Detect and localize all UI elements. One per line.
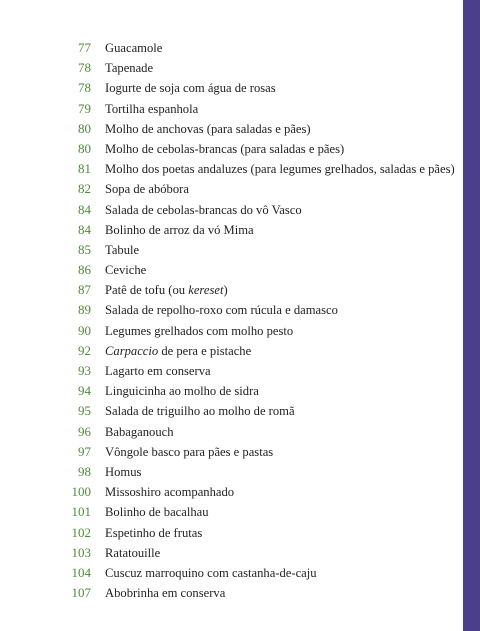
page-number: 89 bbox=[78, 302, 91, 318]
entry-title bbox=[105, 300, 338, 320]
entry-title bbox=[105, 422, 174, 442]
entry-title bbox=[105, 321, 293, 341]
page-number: 84 bbox=[78, 201, 91, 217]
page-number: 107 bbox=[71, 585, 91, 601]
table-of-contents bbox=[58, 38, 458, 603]
toc-entry bbox=[58, 119, 458, 139]
page-number: 82 bbox=[78, 181, 91, 197]
toc-entry bbox=[58, 260, 458, 280]
page-number: 79 bbox=[78, 100, 91, 116]
entry-title bbox=[105, 179, 189, 199]
entry-title bbox=[105, 523, 202, 543]
entry-title bbox=[105, 139, 344, 159]
page-number: 101 bbox=[71, 504, 91, 520]
entry-title-segment: Babaganouch bbox=[105, 424, 174, 439]
toc-entry bbox=[58, 200, 458, 220]
page-number: 85 bbox=[78, 241, 91, 257]
page-number: 78 bbox=[78, 80, 91, 96]
entry-title-segment: Abobrinha em conserva bbox=[105, 586, 226, 601]
toc-entry bbox=[58, 442, 458, 462]
entry-title bbox=[105, 260, 146, 280]
entry-title-segment: Iogurte de soja com água de rosas bbox=[105, 81, 276, 96]
entry-title bbox=[105, 401, 295, 421]
toc-entry bbox=[58, 502, 458, 522]
entry-title bbox=[105, 361, 211, 381]
entry-title-segment: Cuscuz marroquino com castanha-de-caju bbox=[105, 565, 317, 580]
page-number: 86 bbox=[78, 262, 91, 278]
entry-title-segment: Homus bbox=[105, 464, 142, 479]
entry-title bbox=[105, 543, 160, 563]
entry-title bbox=[105, 78, 276, 98]
entry-title-segment: Salada de cebolas-brancas do vô Vasco bbox=[105, 202, 302, 217]
page-number: 84 bbox=[78, 221, 91, 237]
page-number: 104 bbox=[71, 564, 91, 580]
page-number: 77 bbox=[78, 40, 91, 55]
entry-title-segment: Lagarto em conserva bbox=[105, 364, 211, 378]
entry-title-segment: Bolinho de arroz da vó Mima bbox=[105, 222, 254, 237]
toc-entry bbox=[58, 543, 458, 563]
toc-entry bbox=[58, 58, 458, 78]
toc-entry bbox=[58, 300, 458, 320]
toc-entry bbox=[58, 401, 458, 421]
entry-title-segment: Linguicinha ao molho de sidra bbox=[105, 384, 259, 399]
page-number: 100 bbox=[71, 484, 91, 500]
toc-entry bbox=[58, 462, 458, 482]
page-number: 103 bbox=[71, 544, 91, 560]
page-number: 80 bbox=[78, 120, 91, 136]
entry-title bbox=[105, 482, 234, 502]
entry-title-segment: de pera e pistache bbox=[158, 343, 252, 358]
toc-entry bbox=[58, 99, 458, 119]
entry-title-segment: Molho dos poetas andaluzes (para legumes grelhados, saladas e pães) bbox=[105, 162, 455, 177]
entry-title bbox=[105, 38, 162, 58]
page-number: 98 bbox=[78, 463, 91, 479]
page-number: 90 bbox=[78, 322, 91, 338]
entry-title bbox=[105, 280, 228, 300]
entry-title bbox=[105, 381, 259, 401]
toc-entry bbox=[58, 179, 458, 199]
toc-entry bbox=[58, 159, 458, 179]
side-color-band bbox=[463, 0, 480, 631]
entry-title-segment: ) bbox=[223, 283, 228, 298]
entry-title-segment: Legumes grelhados com molho pesto bbox=[105, 323, 294, 338]
toc-entry bbox=[58, 220, 458, 240]
entry-title-segment: Guacamole bbox=[105, 41, 163, 55]
toc-entry bbox=[58, 78, 458, 98]
toc-entry bbox=[58, 240, 458, 260]
toc-entry bbox=[58, 38, 458, 58]
entry-title-segment: Missoshiro acompanhado bbox=[105, 485, 235, 500]
entry-title-segment: Patê de tofu (ou bbox=[105, 283, 189, 298]
page-number: 94 bbox=[78, 383, 91, 399]
page-number: 80 bbox=[78, 140, 91, 156]
toc-entry bbox=[58, 361, 458, 381]
entry-title bbox=[105, 240, 139, 260]
entry-title-segment: Salada de repolho-roxo com rúcula e damasco bbox=[105, 303, 338, 318]
page-number: 93 bbox=[78, 363, 91, 378]
entry-title bbox=[105, 341, 251, 361]
entry-title-segment: Salada de triguilho ao molho de romã bbox=[105, 404, 295, 419]
entry-title-segment: Tortilha espanhola bbox=[105, 101, 199, 116]
toc-entry bbox=[58, 422, 458, 442]
entry-title bbox=[105, 99, 198, 119]
entry-title bbox=[105, 159, 455, 179]
page-number: 95 bbox=[78, 403, 91, 419]
entry-title-segment: Tabule bbox=[105, 242, 140, 257]
toc-entry bbox=[58, 563, 458, 583]
toc-entry bbox=[58, 321, 458, 341]
page-number: 97 bbox=[78, 443, 91, 459]
entry-title bbox=[105, 58, 153, 78]
page-number: 102 bbox=[71, 524, 91, 540]
entry-title-segment: Espetinho de frutas bbox=[105, 525, 203, 540]
entry-title-italic: Carpaccio bbox=[105, 343, 159, 358]
toc-entry bbox=[58, 280, 458, 300]
entry-title-segment: Sopa de abóbora bbox=[105, 182, 189, 197]
entry-title bbox=[105, 119, 311, 139]
entry-title bbox=[105, 220, 254, 240]
entry-title bbox=[105, 462, 141, 482]
entry-title-segment: Ceviche bbox=[105, 263, 147, 278]
entry-title bbox=[105, 442, 273, 462]
entry-title-segment: Tapenade bbox=[105, 61, 154, 76]
page-number: 92 bbox=[78, 342, 91, 358]
entry-title-segment: Molho de anchovas (para saladas e pães) bbox=[105, 121, 311, 136]
toc-entry bbox=[58, 381, 458, 401]
entry-title-italic: kereset bbox=[188, 283, 224, 298]
page-number: 87 bbox=[78, 282, 91, 298]
entry-title-segment: Molho de cebolas-brancas (para saladas e pães) bbox=[105, 141, 345, 156]
toc-entry bbox=[58, 341, 458, 361]
entry-title bbox=[105, 583, 225, 603]
entry-title bbox=[105, 200, 302, 220]
entry-title-segment: Ratatouille bbox=[105, 545, 161, 560]
entry-title bbox=[105, 563, 317, 583]
entry-title-segment: Bolinho de bacalhau bbox=[105, 505, 209, 520]
toc-entry bbox=[58, 523, 458, 543]
entry-title bbox=[105, 502, 209, 522]
toc-entry bbox=[58, 139, 458, 159]
page-number: 81 bbox=[78, 161, 91, 177]
entry-title-segment: Vôngole basco para pães e pastas bbox=[105, 444, 274, 459]
toc-entry bbox=[58, 482, 458, 502]
page-number: 78 bbox=[78, 60, 91, 76]
page-number: 96 bbox=[78, 423, 91, 439]
toc-entry bbox=[58, 583, 458, 603]
